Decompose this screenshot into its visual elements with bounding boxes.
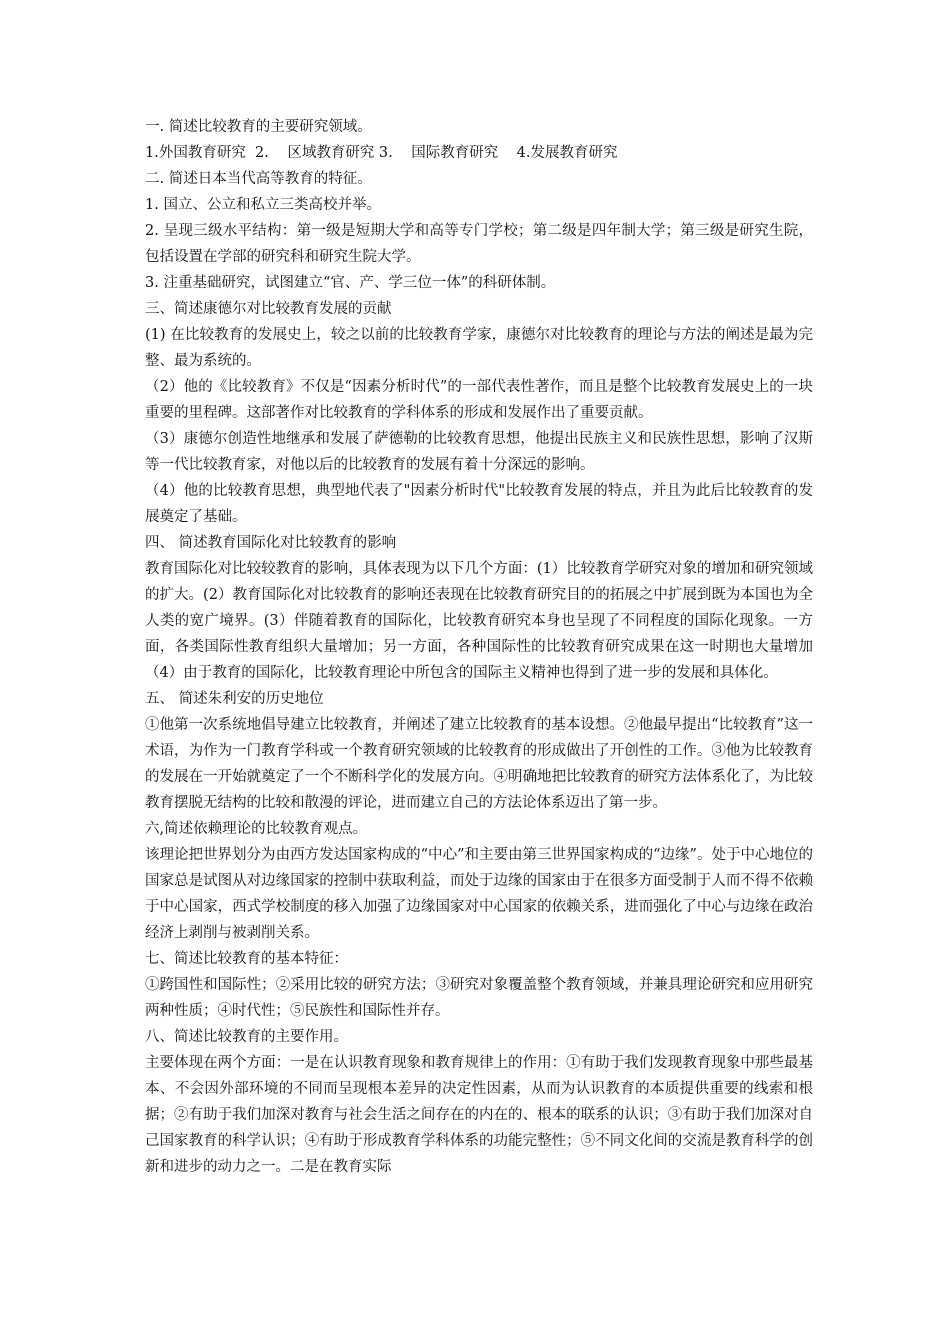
question-8-answer: 主要体现在两个方面：一是在认识教育现象和教育规律上的作用：①有助于我们发现教育现象中那些最基本、不会因外部环境的不同而呈现根本差异的决定性因素，从而为认识教育的本质提供重要的线索和根据；②有助于我们加深对教育与社会生活之间存在的内在的、根本的联系的认识；③有助于我们加深对自己国家教育的科学认识；④有助于形成教育学科体系的功能完整性；⑤不同文化间的交流是教育科学的创新和进步的动力之一。二是在教育实际 (145, 1055, 813, 1175)
question-1-answer: 1.外国教育研究 2. 区域教育研究 3. 国际教育研究 4.发展教育研究 (145, 145, 618, 161)
question-5-heading: 五、 简述朱利安的历史地位 (145, 691, 324, 707)
question-2-point-3: 3. 注重基础研究，试图建立“官、产、学三位一体”的科研体制。 (145, 275, 556, 291)
question-6-heading: 六,简述依赖理论的比较教育观点。 (145, 821, 368, 837)
question-2-point-2: 2. 呈现三级水平结构：第一级是短期大学和高等专门学校；第二级是四年制大学；第三级是研究生院，包括设置在学部的研究科和研究生院大学。 (145, 223, 813, 265)
question-3-point-4: （4）他的比较教育思想，典型地代表了"因素分析时代"比较教育发展的特点，并且为此后比较教育的发展奠定了基础。 (145, 483, 813, 525)
question-5-answer: ①他第一次系统地倡导建立比较教育，并阐述了建立比较教育的基本设想。②他最早提出“比较教育”这一术语，为作为一门教育学科或一个教育研究领域的比较教育的形成做出了开创性的工作。③他为比较教育的发展在一开始就奠定了一个不断科学化的发展方向。④明确地把比较教育的研究方法体系化了，为比较教育摆脱无结构的比较和散漫的评论，进而建立自己的方法论体系迈出了第一步。 (145, 717, 813, 811)
question-2-point-1: 1. 国立、公立和私立三类高校并举。 (145, 197, 381, 213)
question-3-point-2: （2）他的《比较教育》不仅是“因素分析时代”的一部代表性著作，而且是整个比较教育发展史上的一块重要的里程碑。这部著作对比较教育的学科体系的形成和发展作出了重要贡献。 (145, 379, 813, 421)
question-1-heading: 一. 简述比较教育的主要研究领域。 (145, 119, 372, 135)
question-3-heading: 三、简述康德尔对比较教育发展的贡献 (145, 301, 392, 317)
question-4-heading: 四、 简述教育国际化对比较教育的影响 (145, 535, 397, 551)
question-3-point-1: (1) 在比较教育的发展史上，较之以前的比较教育学家，康德尔对比较教育的理论与方法的阐述是最为完整、最为系统的。 (145, 327, 813, 369)
question-2-heading: 二. 简述日本当代高等教育的特征。 (145, 171, 372, 187)
question-6-answer: 该理论把世界划分为由西方发达国家构成的“中心”和主要由第三世界国家构成的“边缘”。处于中心地位的国家总是试图从对边缘国家的控制中获取利益，而处于边缘的国家由于在很多方面受制于人而不得不依赖于中心国家，西式学校制度的移入加强了边缘国家对中心国家的依赖关系，进而强化了中心与边缘在政治经济上剥削与被剥削关系。 (145, 847, 813, 941)
question-3-point-3: （3）康德尔创造性地继承和发展了萨德勒的比较教育思想，他提出民族主义和民族性思想，影响了汉斯等一代比较教育家，对他以后的比较教育的发展有着十分深远的影响。 (145, 431, 813, 473)
document-page (145, 114, 813, 1180)
question-7-heading: 七、简述比较教育的基本特征： (145, 951, 348, 967)
question-8-heading: 八、简述比较教育的主要作用。 (145, 1029, 348, 1045)
question-7-answer: ①跨国性和国际性；②采用比较的研究方法；③研究对象覆盖整个教育领域，并兼具理论研究和应用研究两种性质；④时代性；⑤民族性和国际性并存。 (145, 977, 813, 1019)
question-4-answer: 教育国际化对比较较教育的影响，具体表现为以下几个方面：(1）比较教育学研究对象的增加和研究领域的扩大。(2）教育国际化对比较教育的影响还表现在比较教育研究目的的拓展之中扩展到既为本国也为全人类的宽广境界。(3）伴随着教育的国际化，比较教育研究本身也呈现了不同程度的国际化现象。一方面，各类国际性教育组织大量增加；另一方面，各种国际性的比较教育研究成果在这一时期也大量增加（4）由于教育的国际化，比较教育理论中所包含的国际主义精神也得到了进一步的发展和具体化。 (145, 561, 813, 681)
